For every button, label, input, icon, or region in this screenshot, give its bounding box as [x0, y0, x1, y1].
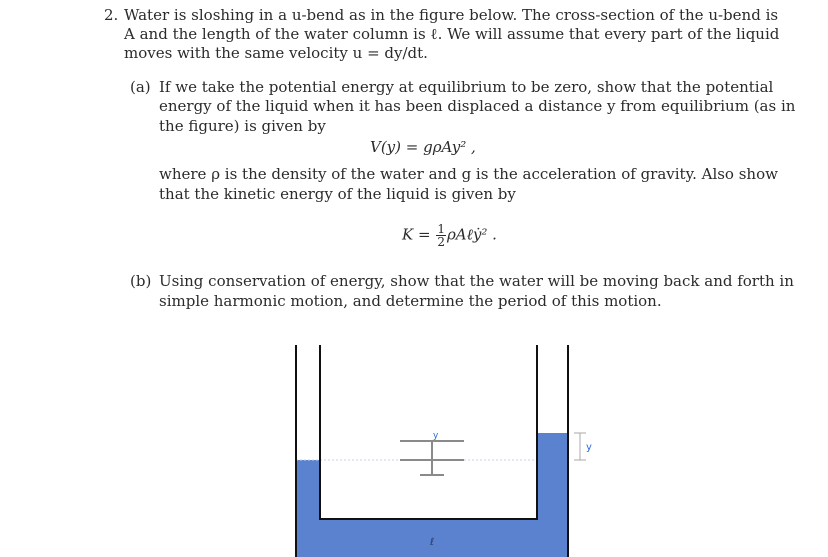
fraction-numerator: 1 [437, 222, 445, 236]
part-a-line-1: If we take the potential energy at equilibrium to be zero, show that the potential [159, 78, 774, 96]
fraction-denominator: 2 [437, 235, 445, 249]
intro-line-1: Water is sloshing in a u-bend as in the figure below. The cross-section of the u-bend is [124, 6, 779, 24]
length-label: ℓ [430, 537, 435, 548]
displacement-label-right: y [586, 442, 592, 453]
intro-line-2: A and the length of the water column is ℓ. We will assume that every part of the liquid [124, 25, 780, 43]
problem-number: 2. [104, 6, 119, 24]
displacement-label-center: y [433, 431, 439, 441]
kinetic-lhs: K = [402, 225, 431, 244]
part-a-after-line-1: where ρ is the density of the water and g is the acceleration of gravity. Also show [159, 165, 778, 183]
part-b-line-2: simple harmonic motion, and determine the period of this motion. [159, 292, 662, 310]
part-a-label: (a) [130, 78, 151, 96]
part-a-line-3: the figure) is given by [159, 117, 326, 135]
intro-line-3: moves with the same velocity u = dy/dt. [124, 44, 428, 62]
part-b-line-1: Using conservation of energy, show that the water will be moving back and forth in [159, 272, 794, 290]
part-a-after-line-2: that the kinetic energy of the liquid is given by [159, 185, 516, 203]
part-a-line-2: energy of the liquid when it has been displaced a distance y from equilibrium (as in [159, 97, 796, 115]
part-b-label: (b) [130, 272, 152, 290]
potential-energy-equation: V(y) = gρAy² , [370, 138, 476, 156]
kinetic-rhs: ρAℓẏ² . [446, 225, 497, 244]
u-tube-inner-wall [320, 345, 537, 519]
